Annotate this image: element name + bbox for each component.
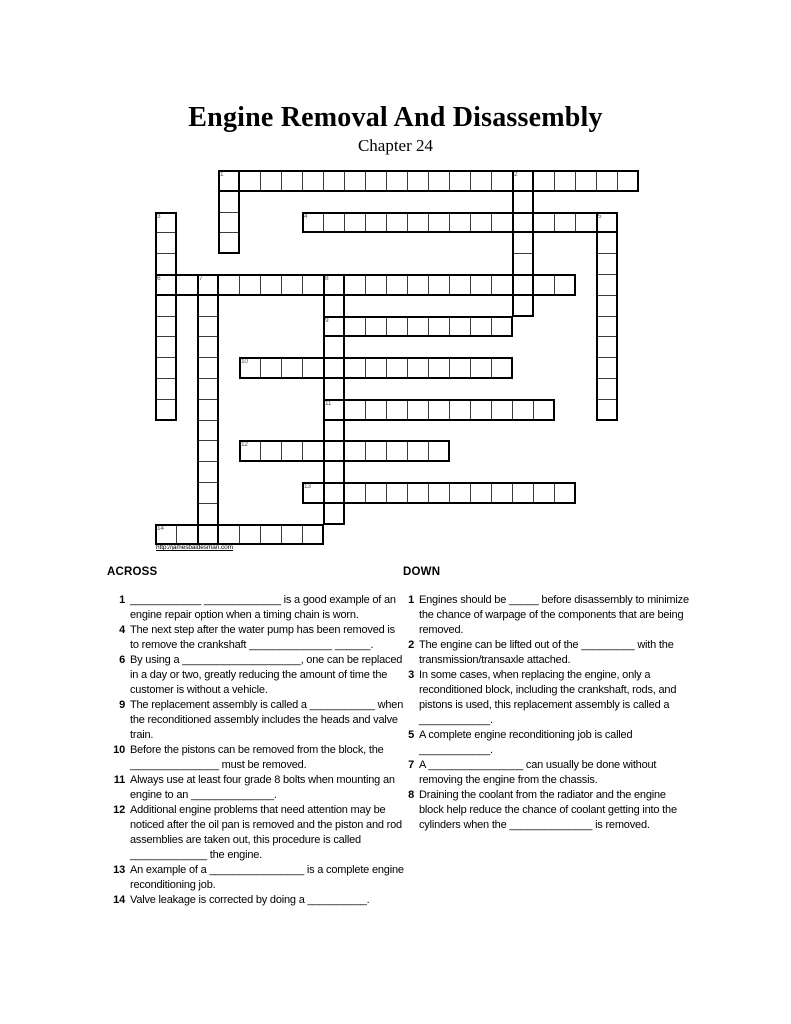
grid-cell[interactable] [155, 378, 177, 400]
grid-cell[interactable] [512, 295, 534, 317]
grid-cell[interactable] [386, 357, 408, 379]
clue-text: Always use at least four grade 8 bolts when mounting an engine to an ______________. [130, 774, 398, 801]
grid-cell[interactable] [512, 212, 534, 234]
grid-cell[interactable] [302, 274, 324, 296]
grid-cell[interactable] [596, 212, 618, 234]
clue-text: Before the pistons can be removed from the block, the _______________ must be removed. [130, 744, 387, 771]
grid-cell[interactable] [197, 420, 219, 442]
grid-cell[interactable] [344, 482, 366, 504]
cell-number: 6 [157, 275, 161, 282]
clue-number: 1 [408, 594, 414, 606]
grid-cell[interactable] [155, 253, 177, 275]
clue-text: The replacement assembly is called a ___________ when the reconditioned assembly includes the heads and valve train. [130, 699, 406, 741]
cell-number: 4 [304, 212, 308, 220]
grid-cell[interactable] [491, 316, 513, 338]
grid-cell[interactable] [218, 524, 240, 546]
cell-number: 1 [220, 171, 224, 178]
grid-cell[interactable] [323, 420, 345, 442]
down-clue-list [403, 593, 692, 833]
grid-cell[interactable] [575, 212, 597, 234]
grid-cell[interactable] [323, 316, 345, 338]
page-title: Engine Removal And Disassembly [188, 102, 603, 133]
grid-cell[interactable] [323, 461, 345, 483]
grid-cell[interactable] [407, 316, 429, 338]
down-clues-section [403, 566, 692, 833]
grid-cell[interactable] [260, 170, 282, 192]
grid-cell[interactable] [533, 170, 555, 192]
grid-cell[interactable] [470, 170, 492, 192]
clue-item [403, 638, 689, 668]
grid-cell[interactable] [428, 482, 450, 504]
clue-text: A complete engine reconditioning job is called ____________. [419, 729, 636, 756]
grid-cell[interactable] [365, 274, 387, 296]
grid-cell[interactable] [302, 524, 324, 546]
grid-cell[interactable] [428, 357, 450, 379]
cell-number: 10 [241, 358, 248, 366]
grid-cell[interactable] [407, 440, 429, 462]
grid-cell[interactable] [365, 170, 387, 192]
grid-cell[interactable] [554, 274, 576, 296]
grid-cell[interactable] [428, 274, 450, 296]
grid-cell[interactable] [512, 274, 534, 296]
clue-item [403, 593, 692, 638]
clue-text: The engine can be lifted out of the _________ with the transmission/transaxle attached. [419, 639, 677, 666]
grid-cell[interactable] [386, 170, 408, 192]
clue-item [107, 623, 405, 653]
grid-cell[interactable] [512, 191, 534, 213]
grid-cell[interactable] [554, 170, 576, 192]
grid-cell[interactable] [428, 316, 450, 338]
grid-cell[interactable] [323, 357, 345, 379]
cell-number: 9 [325, 316, 329, 324]
clue-text: An example of a ________________ is a complete engine reconditioning job. [130, 864, 407, 891]
grid-cell[interactable] [428, 170, 450, 192]
grid-cell[interactable] [470, 357, 492, 379]
clue-number: 9 [119, 699, 125, 711]
grid-cell[interactable] [239, 170, 261, 192]
cell-number: 5 [598, 212, 602, 220]
grid-cell[interactable] [155, 357, 177, 379]
grid-cell[interactable] [449, 399, 471, 421]
clue-number: 12 [113, 804, 125, 816]
clue-number: 2 [408, 639, 414, 651]
grid-cell[interactable] [344, 212, 366, 234]
clue-text: Valve leakage is corrected by doing a __________. [130, 894, 370, 906]
grid-cell[interactable] [323, 399, 345, 421]
grid-cell[interactable] [155, 274, 177, 296]
grid-cell[interactable] [386, 482, 408, 504]
grid-cell[interactable] [533, 482, 555, 504]
clue-text: The next step after the water pump has been removed is to remove the crankshaft ______________ ______. [130, 624, 398, 651]
cell-number: 2 [514, 171, 518, 178]
grid-cell[interactable] [323, 482, 345, 504]
grid-cell[interactable] [512, 482, 534, 504]
cell-number: 12 [241, 441, 248, 449]
grid-cell[interactable] [260, 524, 282, 546]
grid-cell[interactable] [428, 399, 450, 421]
grid-cell[interactable] [281, 170, 303, 192]
grid-cell[interactable] [596, 378, 618, 400]
grid-cell[interactable] [596, 399, 618, 421]
clue-text: ____________ _____________ is a good example of an engine repair option when a timing chain is worn. [130, 594, 399, 621]
grid-cell[interactable] [407, 482, 429, 504]
grid-cell[interactable] [491, 212, 513, 234]
clue-text: In some cases, when replacing the engine, only a reconditioned block, including the crankshaft, rods, and pistons is used, this replacement assembly is called a ____________. [419, 669, 680, 726]
grid-cell[interactable] [491, 482, 513, 504]
grid-cell[interactable] [323, 378, 345, 400]
grid-cell[interactable] [323, 503, 345, 525]
grid-cell[interactable] [323, 212, 345, 234]
grid-cell[interactable] [218, 191, 240, 213]
down-heading: DOWN [403, 566, 441, 578]
grid-cell[interactable] [491, 357, 513, 379]
clue-item [403, 788, 689, 833]
grid-cell[interactable] [596, 232, 618, 254]
clue-item [403, 728, 689, 758]
crossword-grid [155, 170, 640, 547]
clue-text: Additional engine problems that need attention may be noticed after the oil pan is removed and the piston and rod assemblies are taken out, this procedure is called _____________ the engine. [130, 804, 405, 861]
grid-cell[interactable] [302, 357, 324, 379]
grid-cell[interactable] [512, 399, 534, 421]
grid-cell[interactable] [281, 440, 303, 462]
clue-item [403, 758, 689, 788]
cell-number: 8 [325, 275, 329, 282]
grid-cell[interactable] [218, 232, 240, 254]
grid-cell[interactable] [596, 253, 618, 275]
grid-cell[interactable] [449, 482, 471, 504]
grid-cell[interactable] [323, 295, 345, 317]
grid-cell[interactable] [197, 378, 219, 400]
grid-cell[interactable] [197, 295, 219, 317]
grid-cell[interactable] [197, 482, 219, 504]
grid-cell[interactable] [449, 212, 471, 234]
clue-number: 8 [408, 789, 414, 801]
grid-cell[interactable] [260, 274, 282, 296]
grid-cell[interactable] [596, 274, 618, 296]
grid-cell[interactable] [554, 482, 576, 504]
grid-cell[interactable] [155, 399, 177, 421]
across-clue-list [107, 593, 405, 908]
grid-cell[interactable] [302, 170, 324, 192]
cell-number: 3 [157, 212, 161, 220]
grid-cell[interactable] [218, 212, 240, 234]
cell-number: 14 [157, 524, 164, 532]
cell-number: 7 [199, 275, 203, 282]
grid-cell[interactable] [239, 440, 261, 462]
page-subtitle: Chapter 24 [357, 136, 434, 155]
clue-text: A ________________ can usually be done without removing the engine from the chassis. [419, 759, 660, 786]
grid-cell[interactable] [533, 399, 555, 421]
grid-cell[interactable] [239, 524, 261, 546]
grid-cell[interactable] [344, 440, 366, 462]
grid-cell[interactable] [218, 274, 240, 296]
grid-cell[interactable] [365, 399, 387, 421]
clue-number: 13 [113, 864, 125, 876]
clue-item [107, 698, 405, 743]
grid-cell[interactable] [344, 399, 366, 421]
grid-cell[interactable] [365, 482, 387, 504]
grid-cell[interactable] [239, 274, 261, 296]
grid-cell[interactable] [407, 170, 429, 192]
clue-number: 4 [119, 624, 125, 636]
grid-cell[interactable] [323, 274, 345, 296]
grid-cell[interactable] [449, 357, 471, 379]
grid-cell[interactable] [533, 274, 555, 296]
grid-cell[interactable] [365, 440, 387, 462]
grid-cell[interactable] [155, 232, 177, 254]
grid-cell[interactable] [470, 399, 492, 421]
clue-number: 11 [113, 774, 125, 786]
grid-cell[interactable] [596, 170, 618, 192]
grid-cell[interactable] [176, 274, 198, 296]
clue-text: By using a ____________________, one can be replaced in a day or two, greatly reducing the amount of time the customer is without a vehicle. [130, 654, 406, 696]
grid-cell[interactable] [197, 461, 219, 483]
grid-cell[interactable] [554, 212, 576, 234]
clue-item [107, 803, 405, 863]
across-heading: ACROSS [107, 566, 158, 578]
grid-cell[interactable] [197, 357, 219, 379]
grid-cell[interactable] [197, 524, 219, 546]
grid-cell[interactable] [155, 212, 177, 234]
clue-text: Draining the coolant from the radiator and the engine block help reduce the chance of coolant getting into the cylinders when the ______________ is removed. [419, 789, 680, 831]
grid-cell[interactable] [365, 316, 387, 338]
grid-cell[interactable] [575, 170, 597, 192]
grid-cell[interactable] [449, 274, 471, 296]
grid-cell[interactable] [512, 253, 534, 275]
grid-cell[interactable] [407, 357, 429, 379]
clue-item [107, 893, 405, 908]
grid-cell[interactable] [155, 316, 177, 338]
clue-item [403, 668, 689, 728]
grid-cell[interactable] [197, 503, 219, 525]
clue-number: 1 [119, 594, 125, 606]
grid-cell[interactable] [428, 212, 450, 234]
grid-cell[interactable] [512, 170, 534, 192]
grid-cell[interactable] [302, 440, 324, 462]
source-link[interactable]: http://jamesbaldesman.com [156, 544, 233, 551]
grid-cell[interactable] [596, 316, 618, 338]
grid-cell[interactable] [197, 440, 219, 462]
grid-cell[interactable] [386, 440, 408, 462]
grid-cell[interactable] [302, 212, 324, 234]
grid-cell[interactable] [470, 212, 492, 234]
grid-cell[interactable] [617, 170, 639, 192]
clue-text: Engines should be _____ before disassembly to minimize the chance of warpage of the components that are being removed. [419, 594, 692, 636]
grid-cell[interactable] [596, 336, 618, 358]
grid-cell[interactable] [386, 316, 408, 338]
grid-cell[interactable] [470, 482, 492, 504]
clue-item [107, 773, 405, 803]
grid-cell[interactable] [386, 274, 408, 296]
grid-cell[interactable] [197, 336, 219, 358]
grid-cell[interactable] [344, 274, 366, 296]
grid-cell[interactable] [281, 274, 303, 296]
clue-number: 6 [119, 654, 125, 666]
grid-cell[interactable] [344, 170, 366, 192]
grid-cell[interactable] [281, 524, 303, 546]
clue-item [107, 653, 405, 698]
grid-cell[interactable] [260, 440, 282, 462]
grid-cell[interactable] [512, 232, 534, 254]
grid-cell[interactable] [386, 212, 408, 234]
clue-item [107, 863, 405, 893]
grid-cell[interactable] [491, 170, 513, 192]
grid-cell[interactable] [491, 399, 513, 421]
across-clues-section [107, 566, 405, 908]
grid-cell[interactable] [428, 440, 450, 462]
grid-cell[interactable] [386, 399, 408, 421]
grid-cell[interactable] [407, 274, 429, 296]
clue-item [107, 743, 405, 773]
grid-cell[interactable] [218, 170, 240, 192]
grid-cell[interactable] [449, 170, 471, 192]
clue-number: 3 [408, 669, 414, 681]
cell-number: 11 [325, 399, 332, 407]
grid-cell[interactable] [344, 316, 366, 338]
grid-cell[interactable] [281, 357, 303, 379]
grid-cell[interactable] [407, 399, 429, 421]
grid-cell[interactable] [470, 316, 492, 338]
clue-item [107, 593, 405, 623]
grid-cell[interactable] [155, 524, 177, 546]
grid-cell[interactable] [323, 440, 345, 462]
grid-cell[interactable] [155, 295, 177, 317]
grid-cell[interactable] [155, 336, 177, 358]
cell-number: 13 [304, 483, 311, 490]
grid-cell[interactable] [533, 212, 555, 234]
grid-cell[interactable] [449, 316, 471, 338]
grid-cell[interactable] [344, 357, 366, 379]
grid-cell[interactable] [323, 170, 345, 192]
grid-cell[interactable] [260, 357, 282, 379]
grid-cell[interactable] [197, 316, 219, 338]
grid-cell[interactable] [365, 357, 387, 379]
grid-cell[interactable] [323, 336, 345, 358]
clue-number: 14 [113, 894, 125, 906]
grid-cell[interactable] [596, 295, 618, 317]
grid-cell[interactable] [491, 274, 513, 296]
grid-cell[interactable] [176, 524, 198, 546]
grid-cell[interactable] [596, 357, 618, 379]
grid-cell[interactable] [197, 399, 219, 421]
clue-number: 5 [408, 729, 414, 741]
clue-number: 10 [113, 744, 125, 756]
grid-cell[interactable] [302, 482, 324, 504]
grid-cell[interactable] [239, 357, 261, 379]
grid-cell[interactable] [407, 212, 429, 234]
grid-cell[interactable] [470, 274, 492, 296]
clue-number: 7 [408, 759, 414, 771]
grid-cell[interactable] [197, 274, 219, 296]
grid-cell[interactable] [365, 212, 387, 234]
